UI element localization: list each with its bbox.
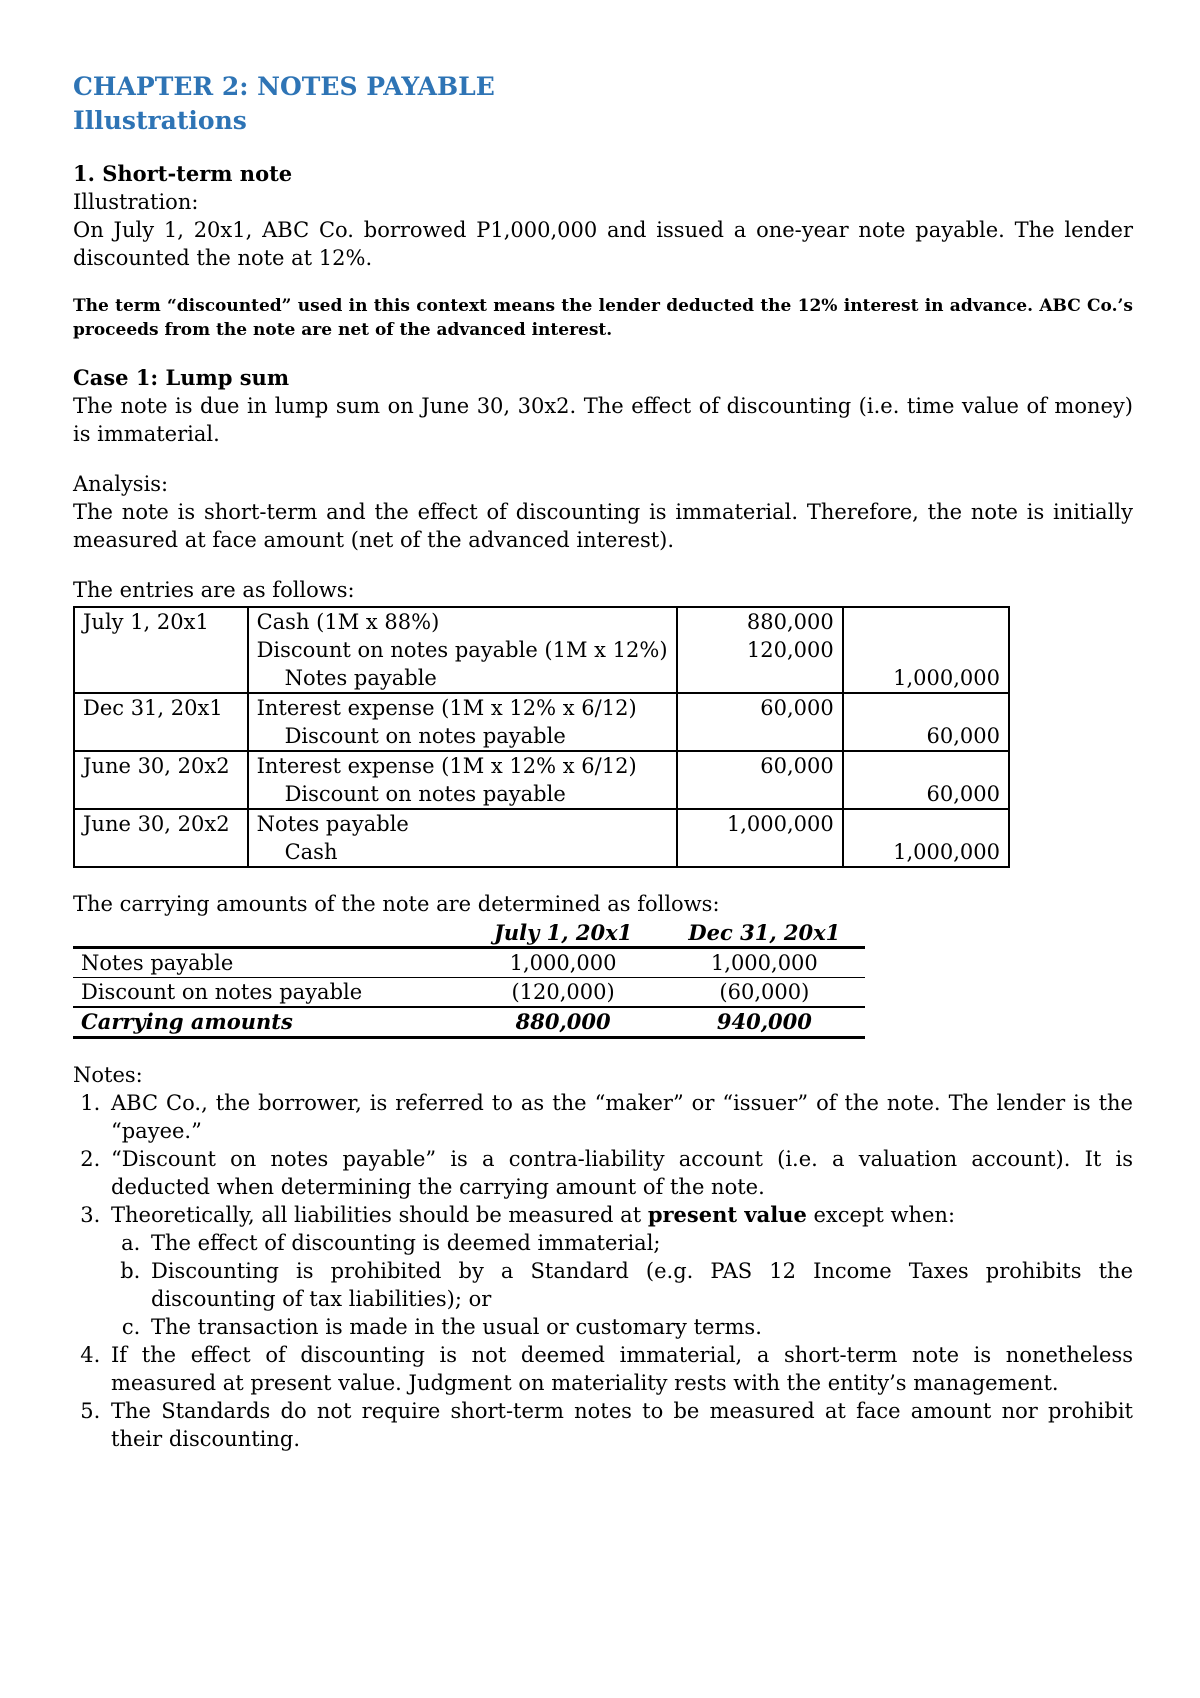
note-item: 2. “Discount on notes payable” is a contra-liability account (i.e. a valuation account). It is deducted when determining the carrying amount of the note. (107, 1145, 1133, 1201)
entry-accounts (248, 809, 677, 867)
row-value: (120,000) (462, 978, 663, 1008)
illustration-text: On July 1, 20x1, ABC Co. borrowed P1,000,000 and issued a one-year note payable. The lender discounted the note at 12%. (73, 218, 1133, 270)
account-name: Cash (284, 840, 338, 864)
entry-accounts (248, 693, 677, 751)
account-name: Interest expense (1M x 12% x 6/12) (256, 754, 637, 778)
credit-amount (852, 752, 1000, 780)
entry-debits (677, 693, 843, 751)
notes-list (73, 1089, 1133, 1453)
entry-date-text: June 30, 20x2 (83, 812, 230, 836)
credit-amount (852, 608, 1000, 636)
journal-entry-row (74, 607, 1009, 693)
entry-credits (843, 809, 1009, 867)
case1-text: The note is due in lump sum on June 30, 30x2. The effect of discounting (i.e. time value of money) is immaterial. (73, 394, 1133, 446)
debit-amount (686, 722, 834, 750)
row-value: 940,000 (664, 1007, 865, 1038)
entry-accounts (248, 751, 677, 809)
entry-debits (677, 809, 843, 867)
entry-credits (843, 693, 1009, 751)
table-row (73, 1007, 865, 1038)
table-row (73, 948, 865, 978)
row-value: 1,000,000 (462, 948, 663, 978)
credit-amount: 60,000 (926, 782, 1000, 806)
debit-amount (686, 838, 834, 866)
entry-date (74, 607, 248, 693)
credit-amount (852, 694, 1000, 722)
entry-date (74, 693, 248, 751)
journal-entry-row (74, 809, 1009, 867)
entry-debits (677, 607, 843, 693)
carrying-label: The carrying amounts of the note are determined as follows: (73, 892, 720, 916)
row-label: Notes payable (73, 948, 462, 978)
debit-amount: 60,000 (760, 696, 834, 720)
journal-entries-table (73, 606, 1010, 868)
credit-amount: 1,000,000 (893, 666, 1000, 690)
entry-date (74, 809, 248, 867)
entry-date-text: July 1, 20x1 (83, 610, 209, 634)
entry-date-text: Dec 31, 20x1 (83, 696, 223, 720)
credit-amount (852, 636, 1000, 664)
journal-entry-row (74, 693, 1009, 751)
debit-amount (686, 664, 834, 692)
case1-title: Case 1: Lump sum (73, 365, 290, 390)
notes-label: Notes: (73, 1063, 143, 1087)
row-value: 1,000,000 (664, 948, 865, 978)
note-sublist (111, 1229, 1133, 1341)
table-row (73, 978, 865, 1008)
debit-amount: 880,000 (746, 610, 834, 634)
entry-accounts (248, 607, 677, 693)
illustration-label: Illustration: (73, 190, 199, 214)
credit-amount (852, 810, 1000, 838)
debit-amount: 120,000 (746, 638, 834, 662)
entry-date (74, 751, 248, 809)
account-name: Discount on notes payable (284, 724, 566, 748)
carrying-col-1: July 1, 20x1 (462, 918, 663, 948)
entries-label: The entries are as follows: (73, 578, 355, 602)
journal-entry-row (74, 751, 1009, 809)
analysis-label: Analysis: (73, 472, 169, 496)
note-item: 1. ABC Co., the borrower, is referred to as the “maker” or “issuer” of the note. The lender is the “payee.” (107, 1089, 1133, 1145)
account-name: Cash (1M x 88%) (256, 610, 440, 634)
account-name: Notes payable (256, 812, 409, 836)
row-value: 880,000 (462, 1007, 663, 1038)
debit-amount: 1,000,000 (726, 812, 834, 836)
account-name: Discount on notes payable (1M x 12%) (256, 638, 668, 662)
carrying-amounts-table (73, 918, 865, 1039)
note-item: 3. Theoretically, all liabilities should be measured at present value except when: a. The effect of discounting is deemed immaterial; b. Discounting is prohibited by a Standard (e.g. PAS 12 Income Taxes prohibits the discounting of tax liabilities); or c. The transaction is made in the usual or customary terms. (107, 1201, 1133, 1341)
row-label: Carrying amounts (73, 1007, 462, 1038)
debit-amount (686, 780, 834, 808)
chapter-title: CHAPTER 2: NOTES PAYABLE (73, 72, 495, 101)
note-item: 4. If the effect of discounting is not deemed immaterial, a short-term note is nonetheless measured at present value. Judgment on materiality rests with the entity’s management. (107, 1341, 1133, 1397)
row-value: (60,000) (664, 978, 865, 1008)
discount-remark: The term “discounted” used in this context means the lender deducted the 12% interest in advance. ABC Co.’s proceeds from the note are net of the advanced interest. (73, 296, 1133, 340)
entry-credits (843, 607, 1009, 693)
carrying-col-2: Dec 31, 20x1 (664, 918, 865, 948)
account-name: Notes payable (284, 666, 437, 690)
entry-date-text: June 30, 20x2 (83, 754, 230, 778)
row-label: Discount on notes payable (73, 978, 462, 1008)
document-content (73, 70, 1133, 1453)
note-subitem: c. The transaction is made in the usual or customary terms. (147, 1313, 1133, 1341)
account-name: Discount on notes payable (284, 782, 566, 806)
entry-credits (843, 751, 1009, 809)
section-title: 1. Short-term note (73, 161, 293, 186)
note-item: 5. The Standards do not require short-term notes to be measured at face amount nor prohibit their discounting. (107, 1397, 1133, 1453)
debit-amount: 60,000 (760, 754, 834, 778)
credit-amount: 1,000,000 (893, 840, 1000, 864)
note-subitem: b. Discounting is prohibited by a Standard (e.g. PAS 12 Income Taxes prohibits the discounting of tax liabilities); or (147, 1257, 1133, 1313)
chapter-subtitle: Illustrations (73, 106, 247, 135)
note-subitem: a. The effect of discounting is deemed immaterial; (147, 1229, 1133, 1257)
analysis-text: The note is short-term and the effect of discounting is immaterial. Therefore, the note is initially measured at face amount (net of the advanced interest). (73, 500, 1133, 552)
account-name: Interest expense (1M x 12% x 6/12) (256, 696, 637, 720)
credit-amount: 60,000 (926, 724, 1000, 748)
entry-debits (677, 751, 843, 809)
